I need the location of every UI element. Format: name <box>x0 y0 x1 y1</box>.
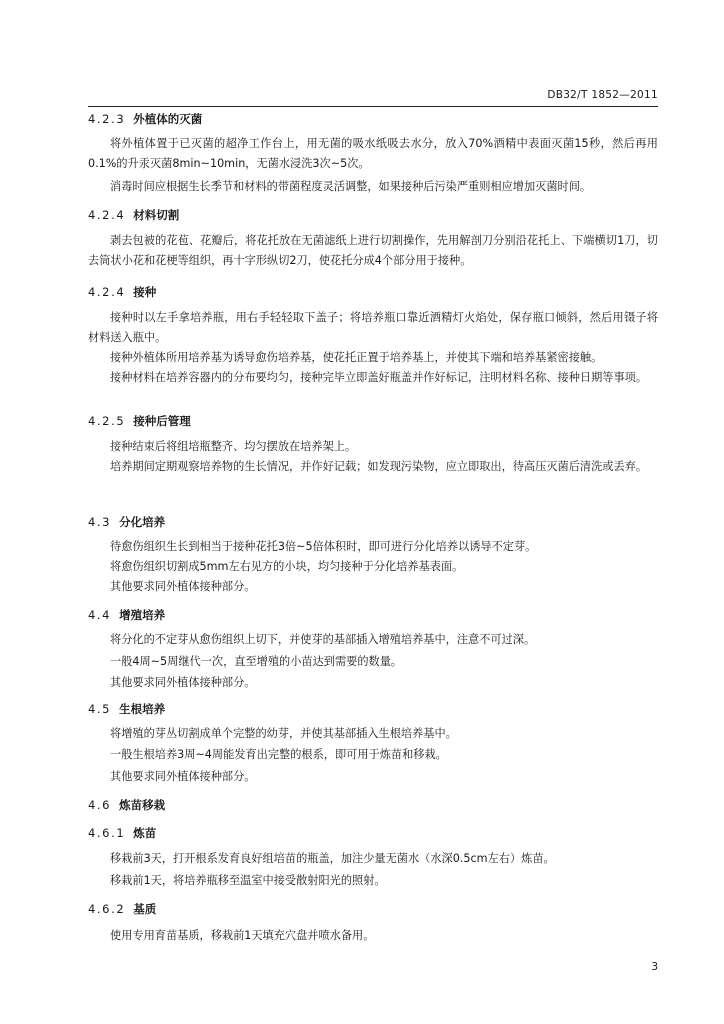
paragraph: 使用专用育苗基质，移栽前1天填充穴盘并喷水备用。 <box>110 929 375 942</box>
standard-code: DB32/T 1852—2011 <box>547 89 658 101</box>
paragraph: 其他要求同外植体接种部分。 <box>110 676 256 689</box>
paragraph: 一般生根培养3周~4周能发育出完整的根系，即可用于炼苗和移栽。 <box>110 748 447 761</box>
paragraph: 移栽前1天，将培养瓶移至温室中接受散射阳光的照射。 <box>110 874 386 887</box>
section-heading: 4.3 分化培养 <box>88 515 166 529</box>
paragraph: 移栽前3天，打开根系发育良好组培苗的瓶盖，加注少量无菌水（水深0.5cm左右）炼苗。 <box>110 852 555 865</box>
paragraph: 将愈伤组织切割成5mm左右见方的小块，均匀接种于分化培养基表面。 <box>110 560 464 573</box>
section-heading: 4.4 增殖培养 <box>88 608 166 622</box>
paragraph: 接种材料在培养容器内的分布要均匀，接种完毕立即盖好瓶盖并作好标记，注明材料名称、接种日期等事项。 <box>110 371 648 384</box>
paragraph: 将分化的不定芽从愈伤组织上切下，并使芽的基部插入增殖培养基中，注意不可过深。 <box>110 633 536 646</box>
paragraph: 剥去包被的花苞、花瓣后，将花托放在无菌滤纸上进行切割操作，先用解剖刀分别沿花托上、下端横切1刀，切去筒状小花和花梗等组织，再十字形纵切2刀，使花托分成4个部分用于接种。 <box>88 234 658 267</box>
section-heading: 4.2.5 接种后管理 <box>88 414 191 428</box>
paragraph: 接种外植体所用培养基为诱导愈伤培养基，使花托正置于培养基上，并使其下端和培养基紧密接触。 <box>110 351 603 364</box>
header-rule <box>88 106 658 107</box>
section-heading: 4.6 炼苗移栽 <box>88 798 166 812</box>
paragraph: 培养期间定期观察培养物的生长情况，并作好记载；如发现污染物，应立即取出，待高压灭菌后清洗或丢弃。 <box>110 460 648 473</box>
paragraph: 消毒时间应根据生长季节和材料的带菌程度灵活调整，如果接种后污染严重则相应增加灭菌时间。 <box>110 180 592 193</box>
paragraph: 将外植体置于已灭菌的超净工作台上，用无菌的吸水纸吸去水分，放入70%酒精中表面灭菌15秒，然后再用0.1%的升汞灭菌8min~10min，无菌水浸洗3次~5次。 <box>88 137 658 170</box>
paragraph: 将增殖的芽丛切割成单个完整的幼芽，并使其基部插入生根培养基中。 <box>110 727 457 740</box>
section-heading: 4.2.3 外植体的灭菌 <box>88 112 203 126</box>
paragraph: 接种时以左手拿培养瓶，用右手轻轻取下盖子；将培养瓶口靠近酒精灯火焰处，保存瓶口倾斜，然后用镊子将材料送入瓶中。 <box>88 311 658 344</box>
page-number: 3 <box>651 961 658 973</box>
paragraph: 其他要求同外植体接种部分。 <box>110 770 256 783</box>
paragraph: 一般4周~5周继代一次，直至增殖的小苗达到需要的数量。 <box>110 655 403 668</box>
section-heading: 4.5 生根培养 <box>88 702 166 716</box>
section-heading: 4.6.2 基质 <box>88 902 157 916</box>
section-heading: 4.2.4 接种 <box>88 285 157 299</box>
paragraph: 其他要求同外植体接种部分。 <box>110 580 256 593</box>
section-heading: 4.6.1 炼苗 <box>88 826 157 840</box>
paragraph: 接种结束后将组培瓶整齐、均匀摆放在培养架上。 <box>110 440 357 453</box>
section-heading: 4.2.4 材料切割 <box>88 208 180 222</box>
paragraph: 待愈伤组织生长到相当于接种花托3倍~5倍体积时，即可进行分化培养以诱导不定芽。 <box>110 540 537 553</box>
